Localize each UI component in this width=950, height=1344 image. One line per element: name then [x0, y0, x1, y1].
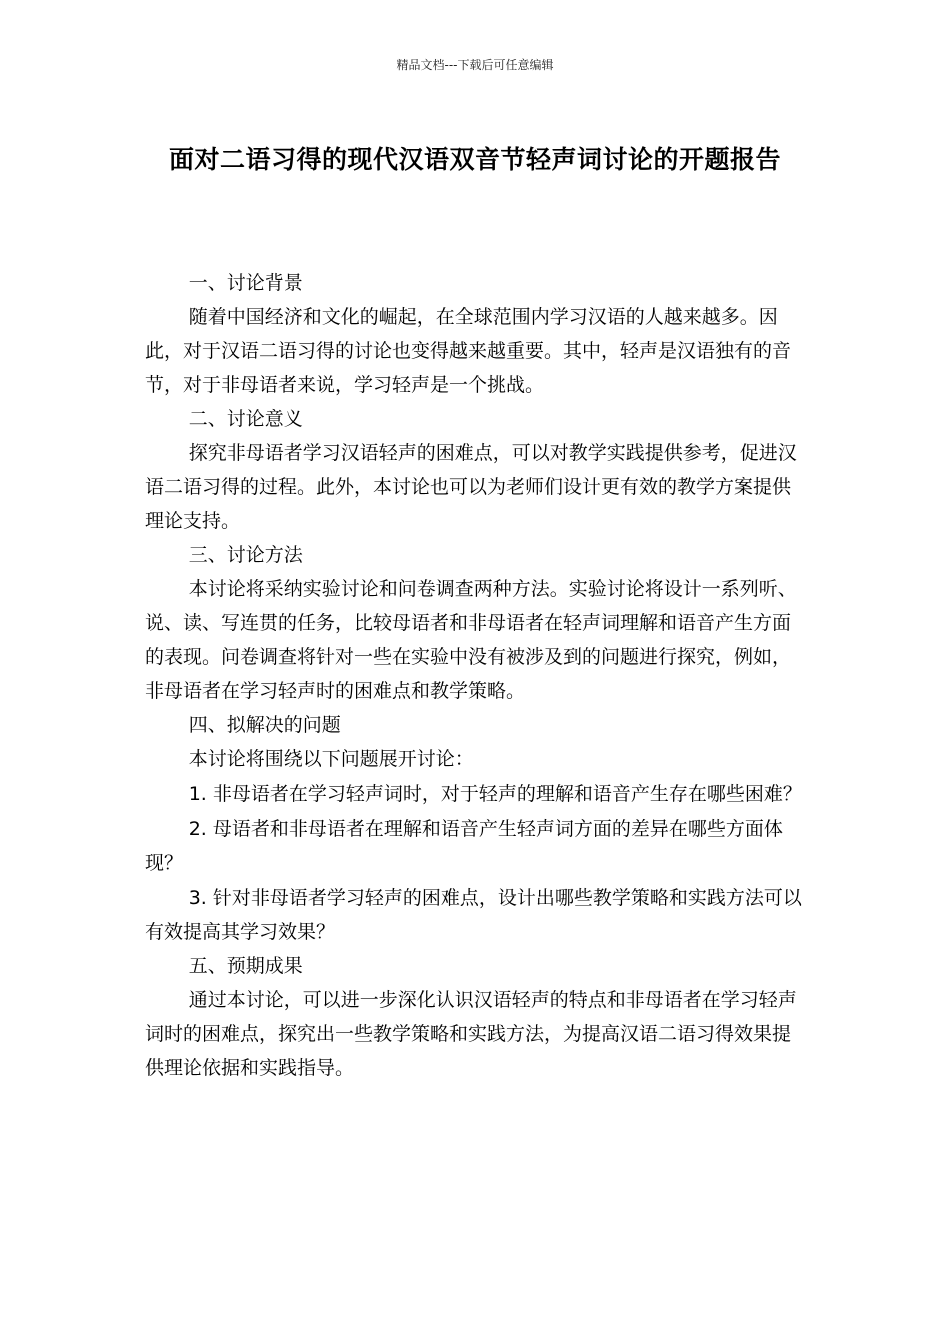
- section-heading: 二、讨论意义: [188, 408, 303, 430]
- header-note: 精品文档---下载后可任意编辑: [396, 58, 554, 72]
- document-title: 面对二语习得的现代汉语双音节轻声词讨论的开题报告: [168, 145, 781, 174]
- question-item: 2. 母语者和非母语者在理解和语音产生轻声词方面的差异在哪些方面体现？: [145, 818, 783, 874]
- section-paragraph: 探究非母语者学习汉语轻声的困难点，可以对教学实践提供参考，促进汉语二语习得的过程。此外，本讨论也可以为老师们设计更有效的教学方案提供理论支持。: [145, 442, 797, 532]
- question-item: 1. 非母语者在学习轻声词时，对于轻声的理解和语音产生存在哪些困难？: [188, 783, 802, 805]
- question-item: 3. 针对非母语者学习轻声的困难点，设计出哪些教学策略和实践方法可以有效提高其学习效果？: [145, 887, 802, 943]
- section-heading: 四、拟解决的问题: [188, 714, 341, 736]
- section-heading: 一、讨论背景: [188, 272, 303, 294]
- section-heading: 三、讨论方法: [188, 544, 303, 566]
- document-body: [145, 266, 805, 1085]
- section-paragraph: 随着中国经济和文化的崛起，在全球范围内学习汉语的人越来越多。因此，对于汉语二语习得的讨论也变得越来越重要。其中，轻声是汉语独有的音节，对于非母语者来说，学习轻声是一个挑战。: [145, 306, 792, 396]
- section-paragraph: 本讨论将采纳实验讨论和问卷调查两种方法。实验讨论将设计一系列听、说、读、写连贯的任务，比较母语者和非母语者在轻声词理解和语音产生方面的表现。问卷调查将针对一些在实验中没有被涉及到的问题进行探究，例如，非母语者在学习轻声时的困难点和教学策略。: [145, 578, 797, 702]
- section-heading: 五、预期成果: [188, 955, 303, 977]
- section-paragraph: 通过本讨论，可以进一步深化认识汉语轻声的特点和非母语者在学习轻声词时的困难点，探究出一些教学策略和实践方法，为提高汉语二语习得效果提供理论依据和实践指导。: [145, 989, 797, 1079]
- section-paragraph: 本讨论将围绕以下问题展开讨论：: [188, 748, 474, 770]
